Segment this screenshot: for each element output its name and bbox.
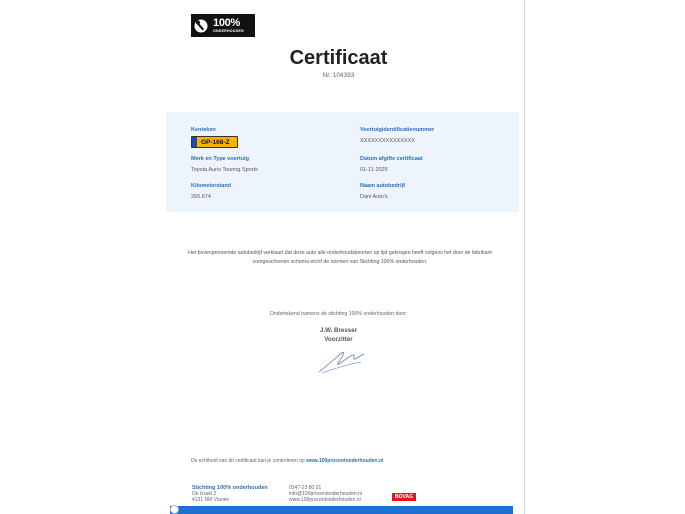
- logo-big-text: 100%: [213, 16, 240, 29]
- signer-role: Voorzitter: [324, 336, 353, 343]
- signature-intro: Ondertekend namens de stichting 100% onderhouden door:: [269, 311, 408, 317]
- footer-address-line-1: De Israël 2: [192, 491, 217, 497]
- signer-name: J.W. Bresser: [319, 327, 358, 334]
- maintenance-statement: [170, 249, 510, 267]
- voertuig-id-value: XXXXXXXXXXXXXXX: [360, 138, 416, 144]
- verify-text: De echtheid van dit certificaat kan je controleren op: [191, 458, 305, 464]
- logo-small-text: ONDERHOUDEN: [213, 28, 244, 33]
- footer-phone: 0347-23 80 01: [289, 485, 322, 491]
- field-datum: [360, 156, 423, 173]
- footer-org-name: Stichting 100% onderhouden: [192, 485, 268, 491]
- field-voertuig-id: [360, 127, 434, 144]
- field-km: [191, 183, 231, 200]
- plate-number: GP-168-Z: [201, 138, 230, 146]
- brand-logo: [191, 14, 255, 37]
- field-kenteken: [191, 127, 238, 152]
- footer-address: [192, 485, 268, 503]
- verify-link[interactable]: www.100procentonderhouden.nl: [306, 458, 384, 464]
- autobedrijf-value: Dani Auto's: [360, 194, 388, 200]
- statement-line-1: Het bovengenoemde autobedrijf verklaart dat deze auto alle onderhoudsbeurten op tijd gekregen heeft volgens het door de fabrikant: [188, 250, 492, 256]
- km-label: Kilometerstand: [191, 183, 232, 189]
- license-plate: [191, 136, 238, 148]
- footer-website[interactable]: www.100procentonderhouden.nl: [289, 497, 361, 503]
- verify-note: [191, 458, 383, 464]
- footer-email[interactable]: info@100procentonderhouden.nl: [289, 491, 362, 497]
- voertuig-id-label: Voertuigidentificatienummer: [360, 127, 435, 133]
- footer-bar: [170, 506, 513, 514]
- statement-line-2: voorgeschreven schema en/of de normen van Stichting 100% onderhouden.: [252, 259, 428, 265]
- footer-contact: [289, 485, 362, 503]
- wrench-icon: [191, 14, 211, 37]
- field-autobedrijf: [360, 183, 405, 200]
- merk-type-value: Toyota Auris Touring Sports: [191, 167, 258, 173]
- certificate-number: Nr. 104393: [322, 72, 355, 79]
- merk-type-label: Merk en Type voertuig: [191, 156, 249, 162]
- kenteken-label: Kenteken: [191, 127, 216, 133]
- field-merk-type: [191, 156, 258, 173]
- vehicle-info-panel: [166, 112, 519, 212]
- page-title: Certificaat: [289, 47, 388, 69]
- footer-address-line-2: 4131 NM Vianen: [192, 497, 230, 503]
- handwritten-signature: [316, 347, 366, 380]
- bovag-logo: BOVAG: [392, 493, 416, 501]
- scroll-indicator-icon[interactable]: [170, 505, 179, 514]
- datum-label: Datum afgifte certificaat: [360, 156, 423, 162]
- datum-value: 01-11-2025: [360, 167, 388, 173]
- km-value: 265.674: [191, 194, 211, 200]
- autobedrijf-label: Naam autobedrijf: [360, 183, 405, 189]
